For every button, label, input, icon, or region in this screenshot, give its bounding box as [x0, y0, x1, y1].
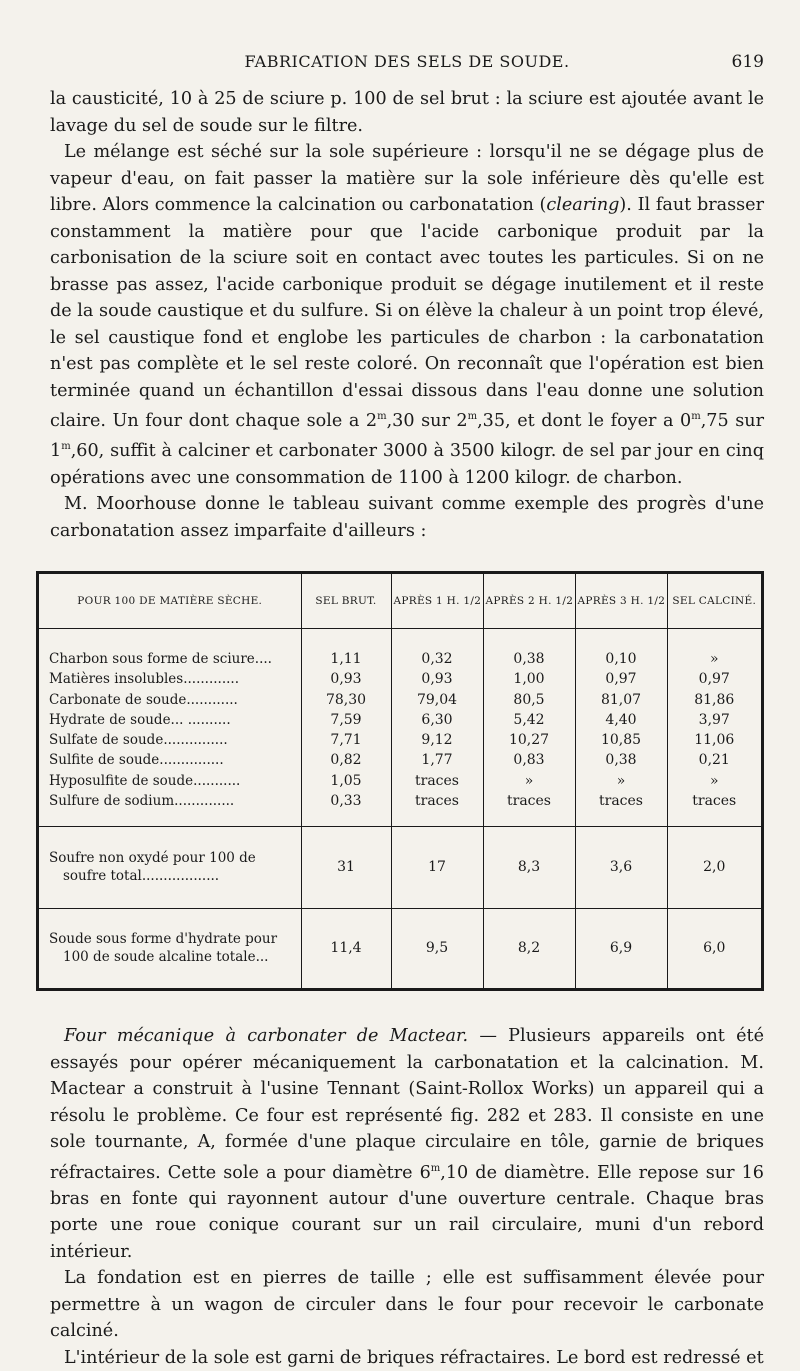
table-cell: 8,3: [483, 826, 575, 908]
table-cell: 17: [391, 826, 483, 908]
table-cell: 2,0: [667, 826, 761, 908]
text-block-top: [50, 86, 764, 544]
paragraph: M. Moorhouse donne le tableau suivant comme exemple des progrès d'une carbonatation assez imparfaite d'ailleurs :: [50, 494, 764, 541]
table-cell: 31: [301, 826, 391, 908]
paragraph: la causticité, 10 à 25 de sciure p. 100 de sel brut : la sciure est ajoutée avant le lavage du sel de soude sur le filtre.: [50, 89, 764, 136]
page-header: [50, 50, 764, 76]
row-labels: Charbon sous forme de sciure.... Matières insolubles............. Carbonate de soude............ Hydrate de soude... .......... Sulfate de soude............... Sulfite de soude............... Hyposulfite de soude........... Sulfure de sodium..............: [39, 629, 301, 827]
text-block-bottom: [50, 1023, 764, 1371]
column-apres-2h: 0,38 1,00 80,5 5,42 10,27 0,83 » traces: [483, 629, 575, 827]
table-row-soufre: [39, 826, 761, 908]
table-cell: 6,9: [575, 908, 667, 988]
data-table: [36, 571, 764, 991]
italic-term: clearing: [546, 195, 620, 215]
table-cell: 3,6: [575, 826, 667, 908]
paragraph: L'intérieur de la sole est garni de briques réfractaires. Le bord est redressé et: [64, 1347, 764, 1368]
column-apres-1h: 0,32 0,93 79,04 6,30 9,12 1,77 traces traces: [391, 629, 483, 827]
table-cell: 11,4: [301, 908, 391, 988]
page-number: 619: [731, 52, 764, 72]
table-cell: 8,2: [483, 908, 575, 988]
table-cell: 6,0: [667, 908, 761, 988]
header-cell: SEL BRUT.: [301, 574, 391, 629]
header-cell: APRÈS 1 H. 1/2: [391, 574, 483, 629]
table-row-soude: [39, 908, 761, 988]
row-label: Soude sous forme d'hydrate pour 100 de soude alcaline totale...: [39, 908, 301, 988]
table-cell: 9,5: [391, 908, 483, 988]
row-label: Soufre non oxydé pour 100 de soufre total..................: [39, 826, 301, 908]
header-cell: SEL CALCINÉ.: [667, 574, 761, 629]
header-cell: APRÈS 2 H. 1/2: [483, 574, 575, 629]
table-row: [39, 629, 761, 827]
paragraph: Le mélange est séché sur la sole supérieure : lorsqu'il ne se dégage plus de vapeur d'eau, on fait passer la matière sur la sole inférieure dès qu'elle est libre. Alors commence la calcination ou carbonatation (clearing). Il faut brasser constamment la matière pour que l'acide carbonique produit par la carbonisation de la sciure soit en contact avec toutes les particules. Si on ne brasse pas assez, l'acide carbonique produit se dégage inutilement et il reste de la soude caustique et du sulfure. Si on élève la chaleur à un point trop élevé, le sel caustique fond et englobe les particules de charbon : la carbonatation n'est pas complète et le sel reste coloré. On reconnaît que l'opération est bien terminée quand un échantillon d'essai dissous dans l'eau donne une solution claire. Un four dont chaque sole a 2$^m$,30 sur 2$^m$,35, et dont le foyer a 0$^m$,75 sur 1$^m$,60, suffit à calciner et carbonater 3000 à 3500 kilogr. de sel par jour en cinq opérations avec une consommation de 1100 à 1200 kilogr. de charbon.: [50, 142, 764, 488]
column-sel-brut: 1,11 0,93 78,30 7,59 7,71 0,82 1,05 0,33: [301, 629, 391, 827]
column-sel-calcine: » 0,97 81,86 3,97 11,06 0,21 » traces: [692, 651, 737, 810]
header-cell: POUR 100 DE MATIÈRE SÈCHE.: [39, 574, 301, 629]
paragraph: La fondation est en pierres de taille ; elle est suffisamment élevée pour permettre à un wagon de circuler dans le four pour recevoir le carbonate calciné.: [50, 1268, 764, 1342]
header-cell: APRÈS 3 H. 1/2: [575, 574, 667, 629]
running-title: FABRICATION DES SELS DE SOUDE.: [244, 52, 570, 71]
column-apres-3h: 0,10 0,97 81,07 4,40 10,85 0,38 » traces: [575, 629, 667, 827]
paragraph: Four mécanique à carbonater de Mactear. — Plusieurs appareils ont été essayés pour opérer mécaniquement la carbonatation et la calcination. M. Mactear a construit à l'usine Tennant (Saint-Rollox Works) un appareil qui a résolu le problème. Ce four est représenté fig. 282 et 283. Il consiste en une sole tournante, A, formée d'une plaque circulaire en tôle, garnie de briques réfractaires. Cette sole a pour diamètre 6$^m$,10 de diamètre. Elle repose sur 16 bras en fonte qui rayonnent autour d'une ouverture centrale. Chaque bras porte une roue conique courant sur un rail circulaire, muni d'un rebord intérieur.: [50, 1026, 765, 1262]
section-heading: Four mécanique à carbonater de Mactear.: [64, 1026, 469, 1046]
